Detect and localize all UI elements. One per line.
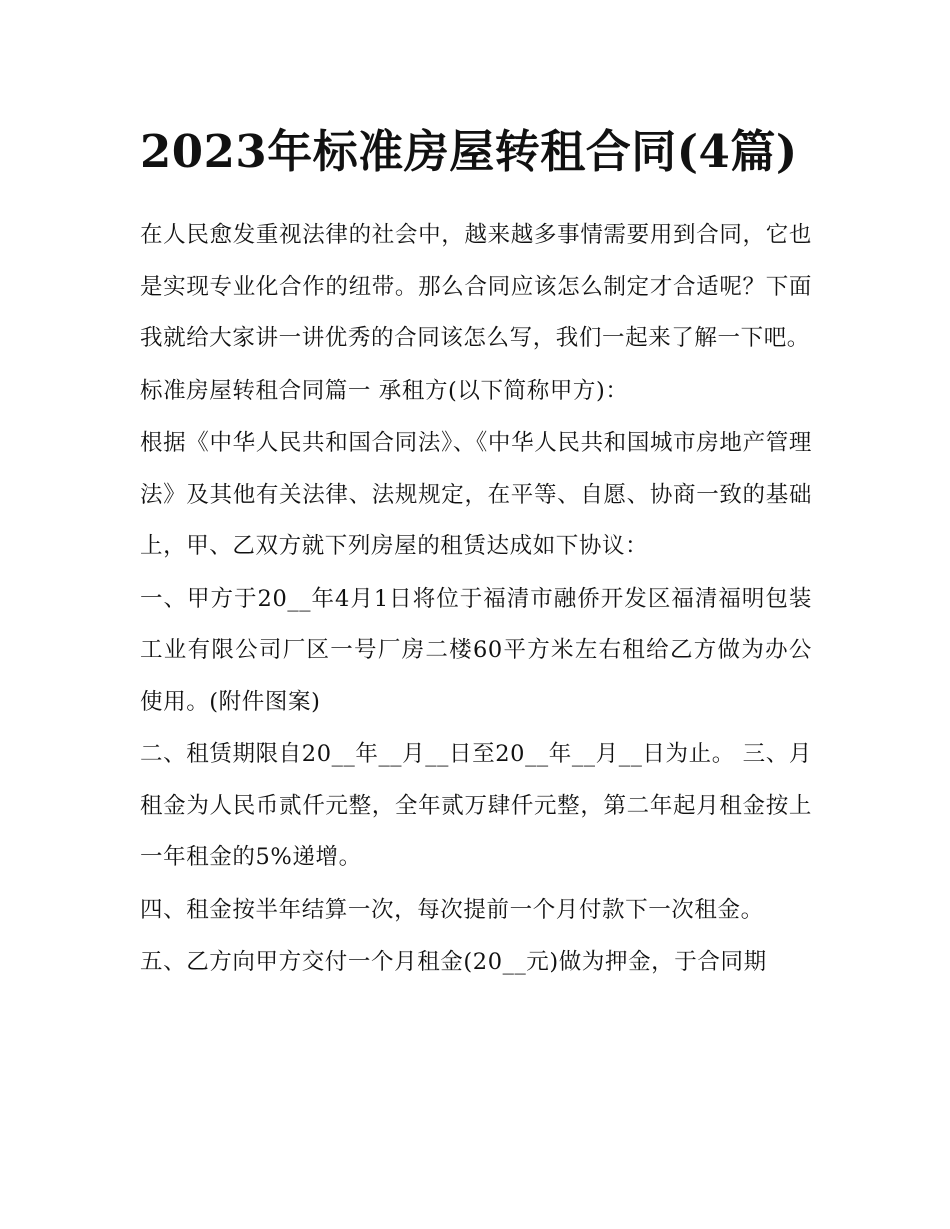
intro-paragraph: 在人民愈发重视法律的社会中，越来越多事情需要用到合同，它也是实现专业化合作的纽带。那么合同应该怎么制定才合适呢？下面我就给大家讲一讲优秀的合同该怎么写，我们一起来了解一下吧。 — [140, 222, 812, 351]
document-body — [140, 118, 812, 989]
clause-one-paragraph: 一、甲方于20__年4月1日将位于福清市融侨开发区福清福明包装工业有限公司厂区一号厂房二楼60平方米左右租给乙方做为办公使用。(附件图案) — [140, 585, 812, 715]
legal-basis-paragraph: 根据《中华人民共和国合同法》、《中华人民共和国城市房地产管理法》及其他有关法律、法规规定，在平等、自愿、协商一致的基础上，甲、乙双方就下列房屋的租赁达成如下协议： — [140, 430, 812, 559]
document-title: 2023年标准房屋转租合同(4篇) — [140, 125, 798, 178]
clause-four-paragraph: 四、租金按半年结算一次，每次提前一个月付款下一次租金。 — [140, 896, 764, 923]
clause-five-paragraph: 五、乙方向甲方交付一个月租金(20__元)做为押金，于合同期 — [140, 949, 767, 975]
clause-two-three-paragraph: 二、租赁期限自20__年__月__日至20__年__月__日为止。 三、月租金为人民币贰仟元整，全年贰万肆仟元整，第二年起月租金按上一年租金的5%递增。 — [140, 741, 812, 870]
contract-heading-paragraph: 标准房屋转租合同篇一 承租方(以下简称甲方)： — [140, 377, 629, 404]
